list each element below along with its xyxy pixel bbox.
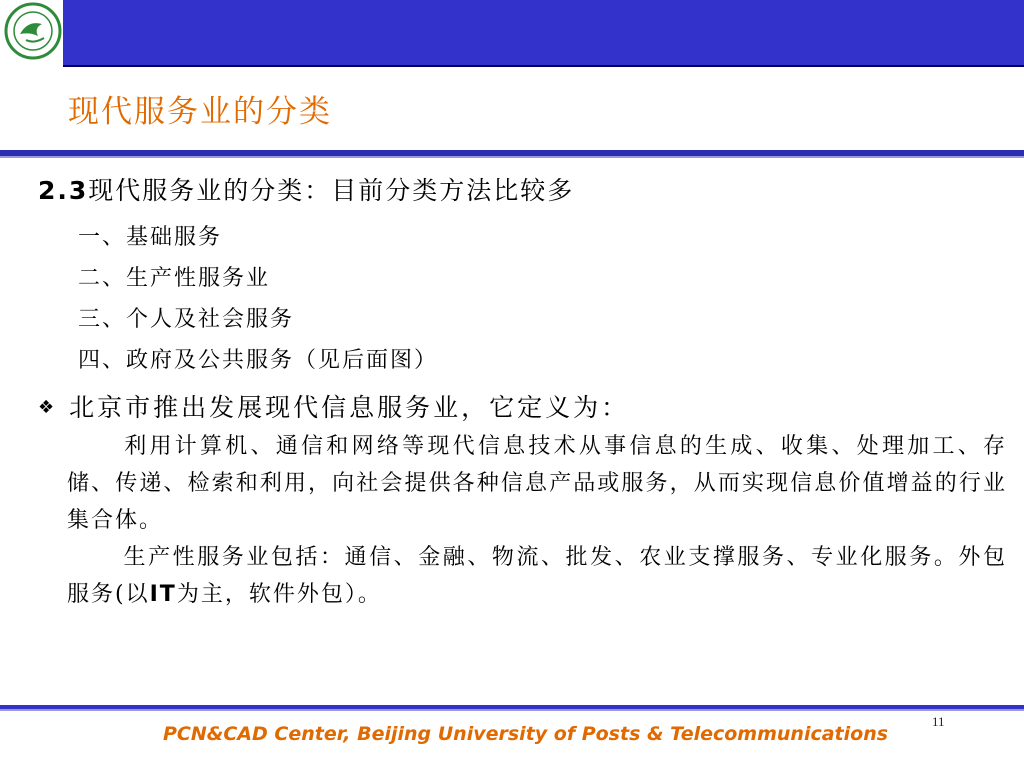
slide-title: 现代服务业的分类 — [68, 94, 332, 130]
category-item: 三、个人及社会服务 — [78, 307, 295, 332]
definition-text: 利用计算机、通信和网络等现代信息技术从事信息的生成、收集、处理加工、存储、传递、检索和利用，向社会提供各种信息产品或服务，从而实现信息价值增益的行业集合体。 — [67, 434, 1007, 533]
footer-text: PCN&CAD Center, Beijing University of Posts & Telecommunications — [163, 723, 889, 745]
section-heading — [38, 171, 574, 207]
bullet-line — [38, 388, 629, 424]
category-item: 一、基础服务 — [78, 225, 223, 250]
producer-services-paragraph — [67, 539, 1007, 613]
page-number: 11 — [932, 714, 945, 729]
four-diamond-bullet-icon: ❖ — [38, 397, 58, 418]
bullet-text: 北京市推出发展现代信息服务业，它定义为： — [69, 393, 630, 422]
header-bar — [63, 0, 1024, 67]
footer-divider — [0, 705, 1024, 711]
producer-services-text-b: 以 — [125, 582, 150, 607]
section-heading-text: 现代服务业的分类：目前分类方法比较多 — [88, 176, 575, 205]
it-label: IT — [149, 582, 177, 607]
category-item: 二、生产性服务业 — [78, 266, 271, 291]
university-logo — [4, 2, 62, 60]
definition-paragraph — [67, 428, 1007, 539]
producer-services-text-c: 为主，软件外包）。 — [176, 582, 382, 607]
title-divider — [0, 150, 1024, 158]
category-item: 四、政府及公共服务（见后面图） — [78, 348, 439, 373]
section-number: 2.3 — [38, 176, 89, 205]
producer-services-text-a: 生产性服务业包括：通信、金融、物流、批发、农业支撑服务、专业化服务。外包服务( — [67, 545, 1007, 607]
